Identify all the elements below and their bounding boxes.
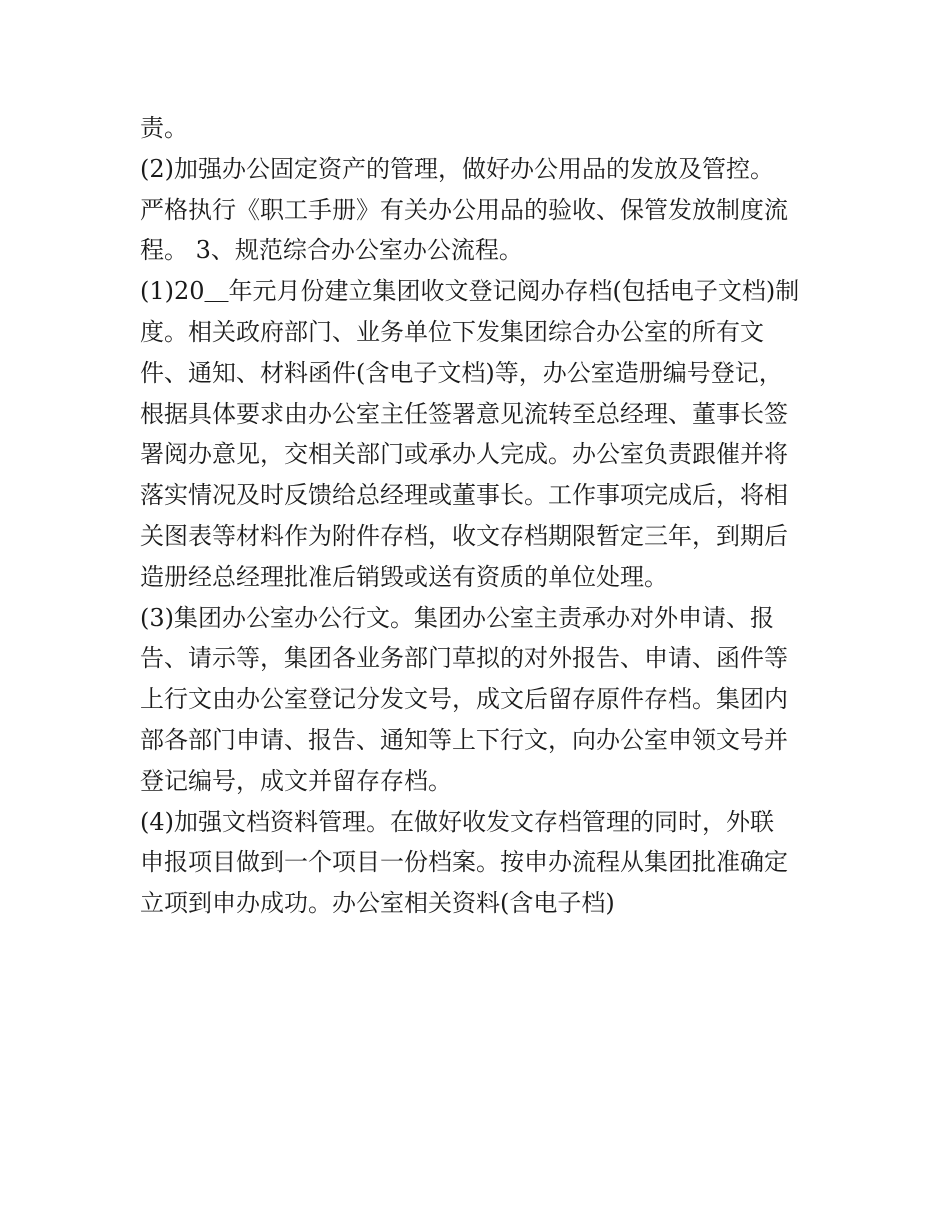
text-line: 立项到申办成功。办公室相关资料(含电子档) [140,889,615,918]
text-line: 程。 3、规范综合办公室办公流程。 [140,236,523,265]
text-line: 责。 [140,114,188,142]
text-line: 度。相关政府部门、业务单位下发集团综合办公室的所有文 [140,317,764,346]
text-line: (3)集团办公室办公行文。集团办公室主责承办对外申请、报 [140,603,774,632]
document-body [140,108,820,924]
text-line: 上行文由办公室登记分发文号，成文后留存原件存档。集团内 [140,685,788,714]
text-line: 登记编号，成文并留存存档。 [140,766,452,795]
text-line: 件、通知、材料函件(含电子文档)等，办公室造册编号登记， [140,358,783,387]
text-line: (4)加强文档资料管理。在做好收发文存档管理的同时，外联 [140,807,774,836]
text-line: (2)加强办公固定资产的管理，做好办公用品的发放及管控。 [140,154,774,183]
text-line: 落实情况及时反馈给总经理或董事长。工作事项完成后，将相 [140,481,788,510]
text-line: 根据具体要求由办公室主任签署意见流转至总经理、董事长签 [140,399,788,428]
text-line: 部各部门申请、报告、通知等上下行文，向办公室申领文号并 [140,725,788,754]
text-line: (1)20＿年元月份建立集团收文登记阅办存档(包括电子文档)制 [140,277,800,306]
text-line: 造册经总经理批准后销毁或送有资质的单位处理。 [140,562,668,591]
text-line: 严格执行《职工手册》有关办公用品的验收、保管发放制度流 [140,195,788,224]
text-line: 关图表等材料作为附件存档，收文存档期限暂定三年，到期后 [140,521,788,550]
text-line: 申报项目做到一个项目一份档案。按申办流程从集团批准确定 [140,848,788,877]
text-line: 告、请示等，集团各业务部门草拟的对外报告、申请、函件等 [140,644,788,673]
text-line: 署阅办意见，交相关部门或承办人完成。办公室负责跟催并将 [140,440,788,469]
